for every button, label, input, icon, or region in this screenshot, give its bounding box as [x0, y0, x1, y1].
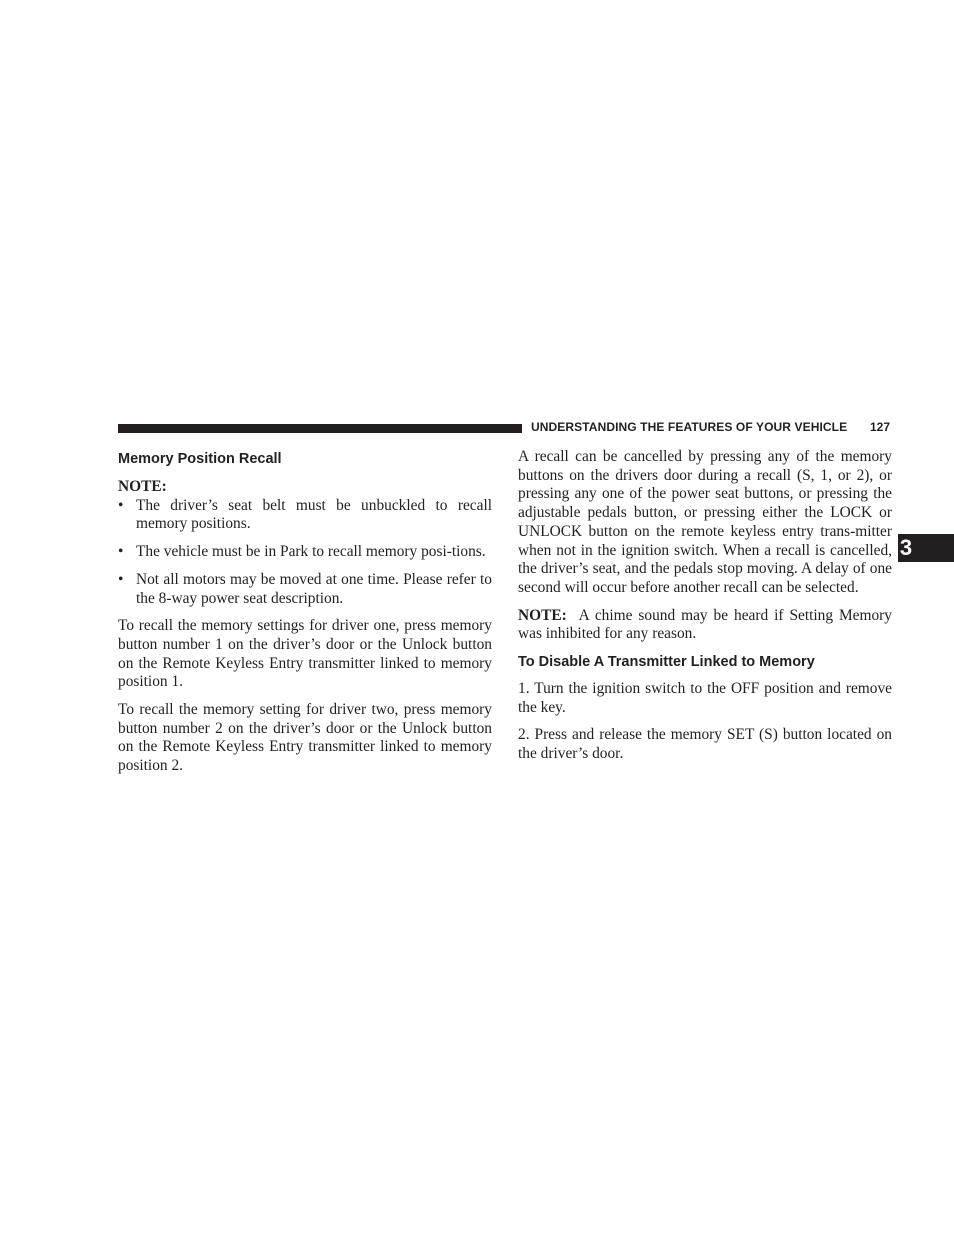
right-column [518, 448, 892, 764]
bullet-icon: • [118, 543, 124, 561]
chapter-number: 3 [899, 535, 913, 560]
paragraph-driver-two: To recall the memory setting for driver two, press memory button number 2 on the driver’s door or the Unlock button on the Remote Keyless Entry transmitter linked to memory position 2. [118, 701, 492, 775]
list-item [118, 543, 492, 562]
bullet-text: Not all motors may be moved at one time. Please refer to the 8-way power seat description. [136, 570, 492, 607]
step-1: 1. Turn the ignition switch to the OFF position and remove the key. [518, 680, 892, 716]
step-2: 2. Press and release the memory SET (S) button located on the driver’s door. [518, 726, 892, 763]
note-text: A chime sound may be heard if Setting Memory was inhibited for any reason. [518, 606, 893, 643]
list-item [118, 497, 492, 534]
note-paragraph [518, 607, 892, 644]
bullet-text: The driver’s seat belt must be unbuckled to recall memory positions. [136, 496, 492, 533]
list-item [118, 571, 492, 608]
note-bullet-list [118, 497, 492, 609]
running-header-title: UNDERSTANDING THE FEATURES OF YOUR VEHICLE [531, 420, 848, 434]
page-number: 127 [870, 420, 891, 434]
chapter-tab [898, 534, 954, 562]
bullet-icon: • [118, 570, 124, 588]
section-heading-disable-transmitter: To Disable A Transmitter Linked to Memory [518, 654, 815, 671]
section-heading-memory-position-recall: Memory Position Recall [118, 451, 282, 467]
note-label: NOTE: [518, 606, 567, 624]
paragraph-recall-cancel: A recall can be cancelled by pressing any of the memory buttons on the drivers door during a recall (S, 1, or 2), or pressing any one of the power seat buttons, or pressing the adjustable pedals button, or pressing either the LOCK or UNLOCK button on the remote keyless entry trans-mitter when not in the ignition switch. When a recall is cancelled, the driver’s seat, and the pedals stop moving. A delay of one second will occur before another recall can be selected. [518, 448, 892, 596]
header-rule [118, 424, 522, 433]
paragraph-driver-one: To recall the memory settings for driver one, press memory button number 1 on the driver’s door or the Unlock button on the Remote Keyless Entry transmitter linked to memory position 1. [118, 617, 492, 691]
bullet-text: The vehicle must be in Park to recall memory posi-tions. [136, 543, 486, 561]
note-label: NOTE: [118, 478, 167, 495]
bullet-icon: • [118, 496, 124, 514]
left-column [118, 448, 492, 776]
